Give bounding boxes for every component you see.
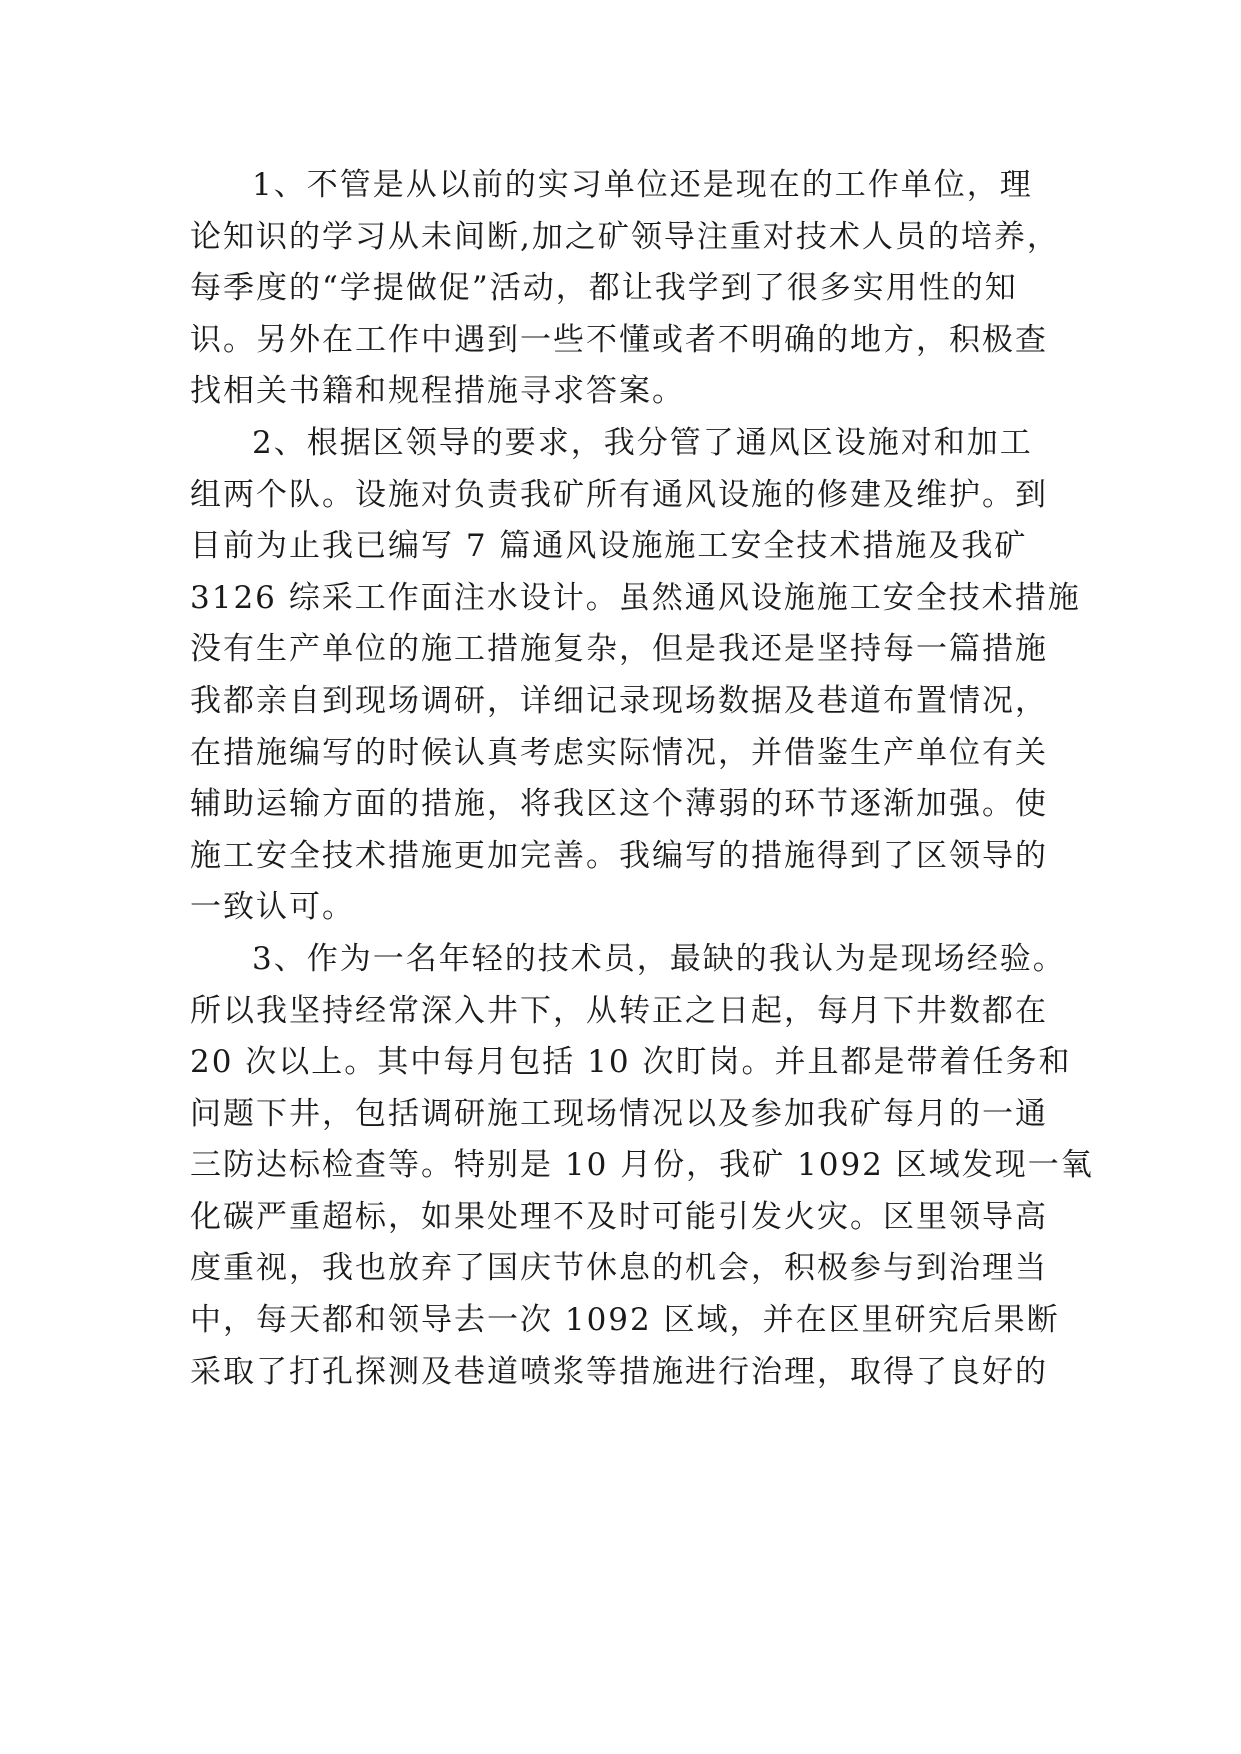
paragraph-3-line-6: 化碳严重超标，如果处理不及时可能引发火灾。区里领导高: [190, 1198, 1048, 1235]
paragraph-2-line-7: 在措施编写的时候认真考虑实际情况，并借鉴生产单位有关: [190, 734, 1048, 771]
paragraph-3-line-5: 三防达标检查等。特别是 10 月份，我矿 1092 区域发现一氧: [190, 1147, 1094, 1184]
paragraph-1-line-2: 论知识的学习从未间断,加之矿领导注重对技术人员的培养，: [190, 218, 1060, 255]
paragraph-2-line-1: 2、根据区领导的要求，我分管了通风区设施对和加工: [252, 424, 1033, 461]
paragraph-2-line-8: 辅助运输方面的措施，将我区这个薄弱的环节逐渐加强。使: [190, 786, 1048, 823]
paragraph-3-line-2: 所以我坚持经常深入井下，从转正之日起，每月下井数都在: [190, 992, 1048, 1029]
paragraph-2-line-2: 组两个队。设施对负责我矿所有通风设施的修建及维护。到: [190, 476, 1048, 513]
paragraph-3-line-7: 度重视，我也放弃了国庆节休息的机会，积极参与到治理当: [190, 1250, 1048, 1287]
paragraph-3-line-3: 20 次以上。其中每月包括 10 次盯岗。并且都是带着任务和: [190, 1044, 1072, 1081]
paragraph-3-line-1: 3、作为一名年轻的技术员，最缺的我认为是现场经验。: [252, 940, 1066, 977]
document-body: [190, 160, 1094, 1398]
paragraph-3-line-8: 中，每天都和领导去一次 1092 区域，并在区里研究后果断: [190, 1302, 1060, 1339]
paragraph-2-line-5: 没有生产单位的施工措施复杂，但是我还是坚持每一篇措施: [190, 631, 1048, 668]
paragraph-2-line-9: 施工安全技术措施更加完善。我编写的措施得到了区领导的: [190, 837, 1048, 874]
paragraph-2-line-4: 3126 综采工作面注水设计。虽然通风设施施工安全技术措施: [190, 579, 1081, 616]
paragraph-3-line-9: 采取了打孔探测及巷道喷浆等措施进行治理，取得了良好的: [190, 1353, 1048, 1390]
paragraph-1-line-5: 找相关书籍和规程措施寻求答案。: [190, 373, 685, 410]
paragraph-1-line-4: 识。另外在工作中遇到一些不懂或者不明确的地方，积极查: [190, 321, 1048, 358]
paragraph-2-line-10: 一致认可。: [190, 889, 355, 926]
paragraph-2-line-6: 我都亲自到现场调研，详细记录现场数据及巷道布置情况，: [190, 682, 1048, 719]
paragraph-2-line-3: 目前为止我已编写 7 篇通风设施施工安全技术措施及我矿: [190, 528, 1028, 565]
paragraph-3-line-4: 问题下井，包括调研施工现场情况以及参加我矿每月的一通: [190, 1095, 1048, 1132]
paragraph-1-line-1: 1、不管是从以前的实习单位还是现在的工作单位，理: [252, 167, 1033, 203]
paragraph-1-line-3: 每季度的“学提做促”活动，都让我学到了很多实用性的知: [190, 270, 1018, 307]
